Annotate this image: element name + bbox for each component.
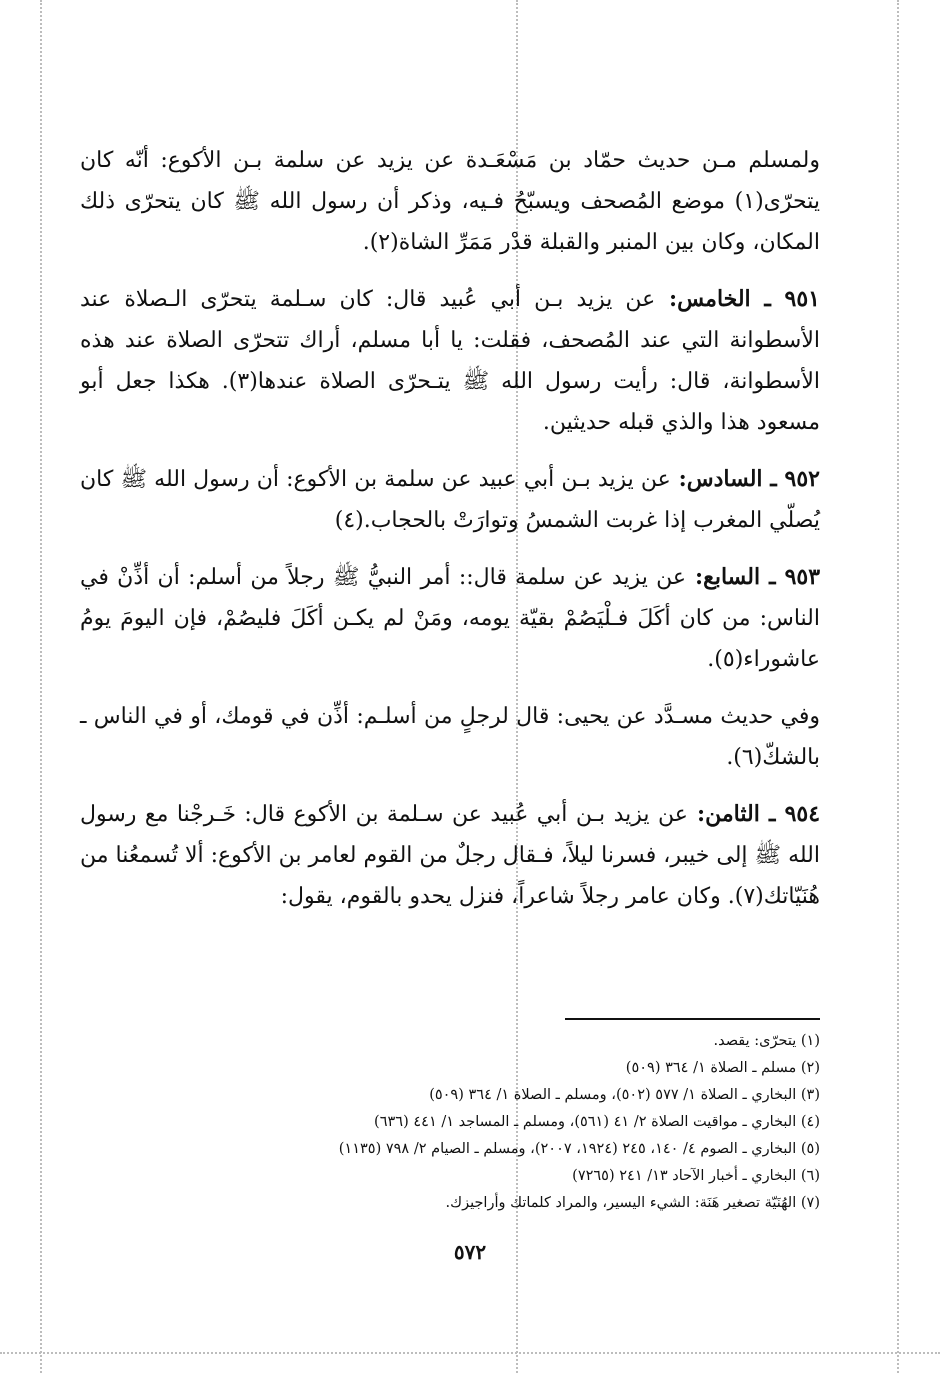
footnote: (١) يتحرّى: يقصد.: [713, 1033, 820, 1049]
hadith-label: الثامن:: [687, 801, 760, 827]
scan-guide-line: [40, 0, 42, 1373]
paragraph: [80, 459, 820, 541]
paragraph-text: ولمسلم مـن حديث حمّاد بن مَسْعَـدة عن يزيد عن سلمة بـن الأكوع: أنّه كان يتحرّى(١) موضع المُصحف ويسبّحُ فـيه، وذكر أن رسول الله ﷺ كان يتحرّى ذلك المكان، وكان بين المنبر والقبلة قدْر مَمَرِّ الشاة(٢).: [80, 148, 820, 255]
paragraph: [80, 794, 820, 917]
footnote: (٧) الهُنَيّة تصغير هَنَة: الشيء اليسير، والمراد كلماتك وأراجيزك.: [445, 1195, 820, 1211]
footnote: (٣) البخاري ـ الصلاة ١/ ٥٧٧ (٥٠٢)، ومسلم ـ الصلاة ١/ ٣٦٤ (٥٠٩): [429, 1087, 820, 1103]
paragraph: [80, 140, 820, 263]
paragraph: [80, 557, 820, 680]
paragraph-text: عن يزيد بـن أبي عُبيد عن سـلمة بن الأكوع قال: خَـرجْنا مع رسول الله ﷺ إلى خيبر، فسرنا ليلاً، فـقال رجلٌ من القوم لعامر بن الأكوع: ألا تُسمعُنا من هُنَيّاتك(٧). وكان عامر رجلاً شاعراً، فنزل يحدو بالقوم، يقول:: [80, 802, 820, 909]
hadith-number: ٩٥٢ ـ: [762, 466, 820, 492]
footnote: (٢) مسلم ـ الصلاة ١/ ٣٦٤ (٥٠٩): [625, 1060, 820, 1076]
footnote: (٦) البخاري ـ أخبار الآحاد ١٣/ ٢٤١ (٧٢٦٥): [572, 1168, 820, 1184]
paragraph: [80, 696, 820, 778]
footnote-separator: [565, 1018, 820, 1020]
footnote-list: [150, 1028, 820, 1217]
hadith-number: ٩٥١ ـ: [750, 286, 820, 312]
hadith-number: ٩٥٣ ـ: [760, 564, 821, 590]
paragraph: [80, 279, 820, 443]
paragraph-text: عن يزيد بـن أبي عبيد عن سلمة بن الأكوع: أن رسول الله ﷺ كان يُصلّي المغرب إذا غربت الشمسُ وتوارَتْ بالحجاب.(٤): [80, 467, 820, 533]
hadith-label: السادس:: [670, 466, 763, 492]
hadith-number: ٩٥٤ ـ: [759, 801, 821, 827]
paragraph-text: وفي حديث مسـدَّد عن يحيى: قال لرجلٍ من أسلـم: أذِّن في قومك، أو في الناس ـ بالشكّ(٦).: [80, 704, 820, 770]
scan-guide-line: [897, 0, 899, 1373]
hadith-label: الخامس:: [655, 286, 751, 312]
hadith-label: السابع:: [686, 564, 761, 590]
footnote: (٤) البخاري ـ مواقيت الصلاة ٢/ ٤١ (٥٦١)، ومسلم ـ المساجد ١/ ٤٤١ (٦٣٦): [374, 1114, 820, 1130]
page-body: [80, 140, 820, 933]
footnote: (٥) البخاري ـ الصوم ٤/ ١٤٠، ٢٤٥ (١٩٢٤، ٢٠٠٧)، ومسلم ـ الصيام ٢/ ٧٩٨ (١١٣٥): [338, 1141, 820, 1157]
paragraph-text: عن يزيد بـن أبي عُبيد قال: كان سـلمة يتحرّى الـصلاة عند الأسطوانة التي عند المُصحف، فقلت: يا أبا مسلم، أراك تتحرّى الصلاة عند هذه الأسطوانة، قال: رأيت رسول الله ﷺ يتـحرّى الصلاة عندها(٣). هكذا جعل أبو مسعود هذا والذي قبله حديثين.: [80, 287, 820, 435]
paragraph-text: عن يزيد عن سلمة قال:: أمر النبيُّ ﷺ رجلاً من أسلم: أن أذِّنْ في الناس: من كان أكَلَ فـلْيَصُمْ بقيّة يومه، ومَنْ لم يكـن أكَلَ فليصُمْ، فإن اليومَ يومُ عاشوراء(٥).: [80, 565, 820, 672]
scan-guide-line: [0, 1352, 940, 1354]
page-number: ٥٧٢: [453, 1240, 487, 1264]
